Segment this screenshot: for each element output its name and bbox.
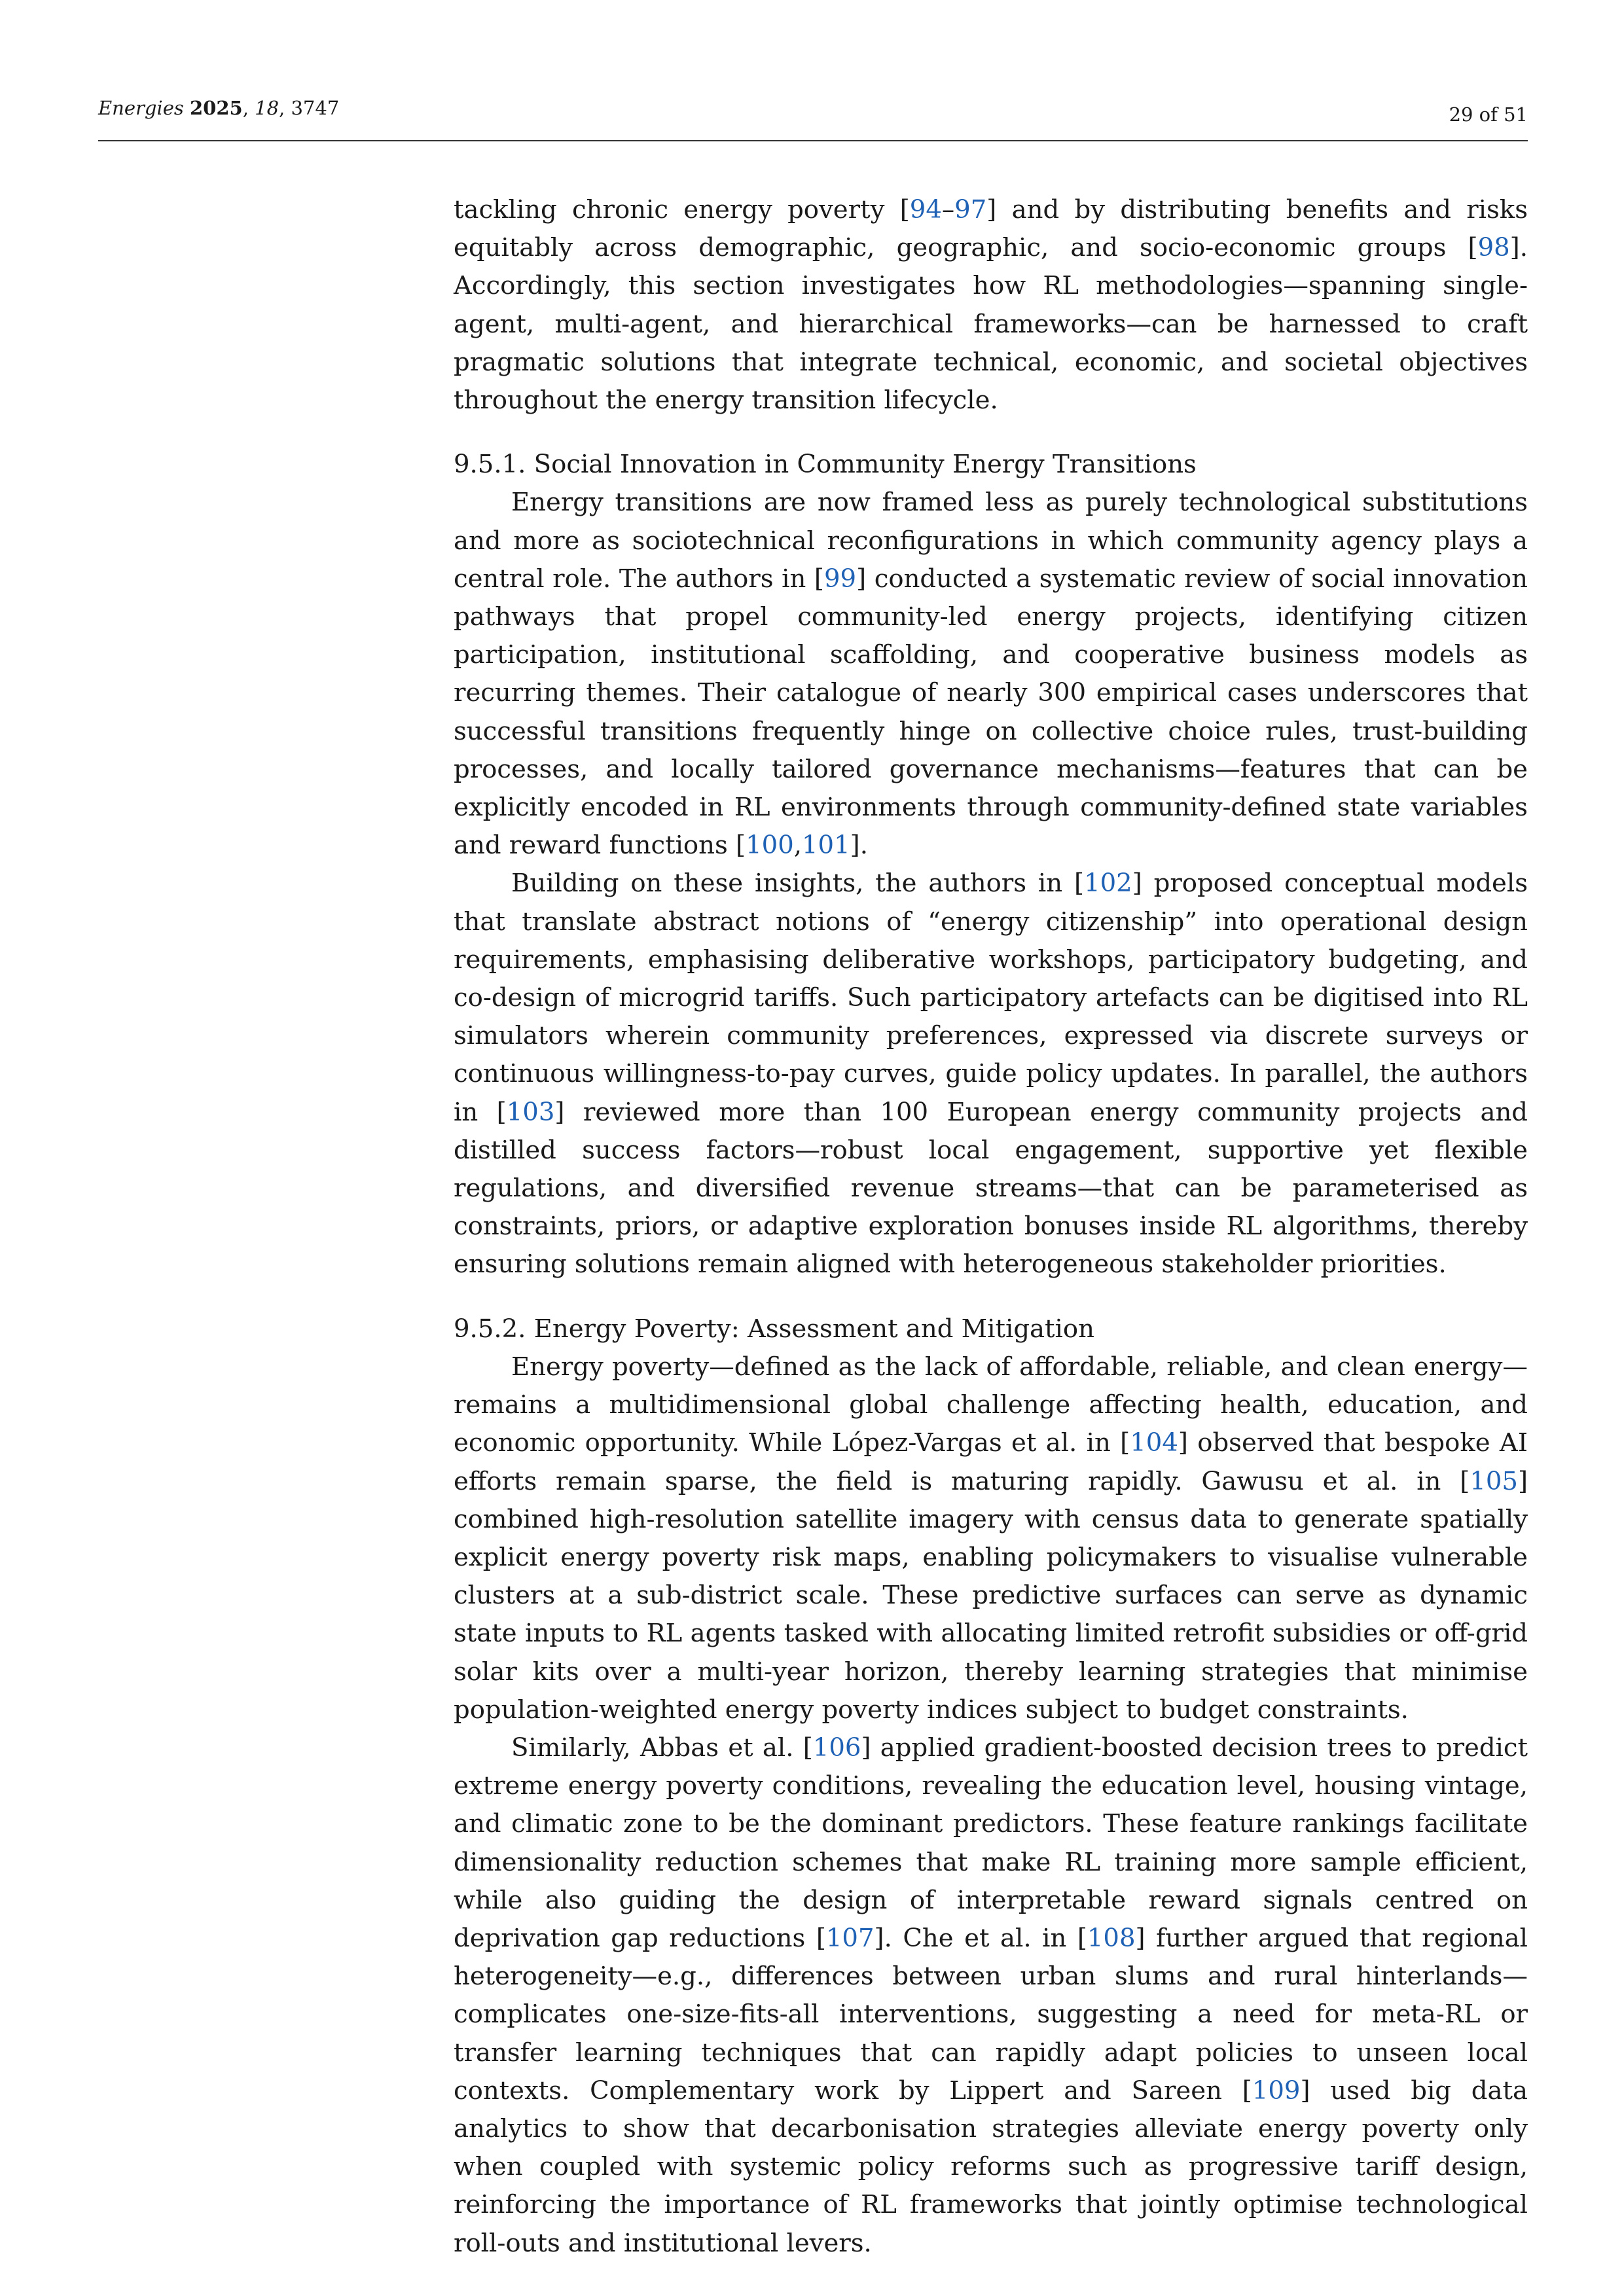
paragraph-text: Similarly, Abbas et al. [ (511, 1732, 813, 1763)
body-paragraph (454, 1348, 1528, 1729)
paragraph-text: Energy poverty—defined as the lack of affordable, reliable, and clean energy—remains a multidimensional global challenge affecting health, education, and economic opportunity. While López-Vargas et al. in [ (454, 1352, 1528, 1458)
paragraph-text: Building on these insights, the authors in [ (511, 869, 1085, 899)
paragraph-text: ] conducted a systematic review of social innovation pathways that propel community-led energy projects, identifying citizen participation, institutional scaffolding, and cooperative business models as recurring themes. Their catalogue of nearly 300 empirical cases underscores that successful transitions frequently hinge on collective choice rules, trust-building processes, and locally tailored governance mechanisms—features that can be explicitly encoded in RL environments through community-defined state variables and reward functions [ (454, 564, 1528, 861)
citation-link[interactable]: 103 (506, 1097, 555, 1127)
citation-link[interactable]: 105 (1470, 1466, 1518, 1496)
citation-link[interactable]: 108 (1087, 1923, 1136, 1953)
citation-link[interactable]: 102 (1084, 869, 1132, 899)
body-paragraph (454, 191, 1528, 420)
citation-link[interactable]: 104 (1130, 1428, 1178, 1458)
paragraph-text: ]. Che et al. in [ (874, 1923, 1087, 1953)
subsection-heading: 9.5.2. Energy Poverty: Assessment and Mitigation (454, 1314, 1094, 1344)
paragraph-text: , (793, 831, 803, 861)
paragraph-text: tackling chronic energy poverty [ (454, 195, 910, 224)
citation-link[interactable]: 97 (954, 195, 987, 224)
page-header (98, 92, 1528, 141)
citation-link[interactable]: 100 (746, 831, 794, 861)
paragraph-text: ]. Accordingly, this section investigates how RL methodologies—spanning single-agent, multi-agent, and hierarchical frameworks—can be harnessed to craft pragmatic solutions that integrate technical, economic, and societal objectives throughout the energy transition lifecycle. (454, 233, 1528, 416)
paragraph-text: ] observed that bespoke AI efforts remain sparse, the field is maturing rapidly. Gawusu et al. in [ (454, 1428, 1528, 1496)
paragraph-text: ] combined high-resolution satellite imagery with census data to generate spatially explicit energy poverty risk maps, enabling policymakers to visualise vulnerable clusters at a sub-district scale. These predictive surfaces can serve as dynamic state inputs to RL agents tasked with allocating limited retrofit subsidies or off-grid solar kits over a multi-year horizon, thereby learning strategies that minimise population-weighted energy poverty indices subject to budget constraints. (454, 1466, 1528, 1725)
paragraph-text: ] further argued that regional heterogeneity—e.g., differences between urban slums and rural hinterlands—complicates one-size-fits-all interventions, suggesting a need for meta-RL or transfer learning techniques that can rapidly adapt policies to unseen local contexts. Complementary work by Lippert and Sareen [ (454, 1923, 1528, 2106)
body-paragraph (454, 484, 1528, 865)
paragraph-text: ]. (850, 831, 868, 861)
journal-volume: 18 (255, 97, 280, 119)
body-paragraph (454, 865, 1528, 1283)
paragraph-text: ] applied gradient-boosted decision trees to predict extreme energy poverty conditions, revealing the education level, housing vintage, and climatic zone to be the dominant predictors. These feature rankings facilitate dimensionality reduction schemes that make RL training more sample efficient, while also guiding the design of interpretable reward signals centred on deprivation gap reductions [ (454, 1732, 1528, 1953)
paragraph-text: ] proposed conceptual models that translate abstract notions of “energy citizenship” into operational design requirements, emphasising deliberative workshops, participatory budgeting, and co-design of microgrid tariffs. Such participatory artefacts can be digitised into RL simulators wherein community preferences, expressed via discrete surveys or continuous willingness-to-pay curves, guide policy updates. In parallel, the authors in [ (454, 869, 1528, 1127)
citation-link[interactable]: 107 (825, 1923, 875, 1953)
paragraph-text: ] used big data analytics to show that decarbonisation strategies alleviate energy poverty only when coupled with systemic policy reforms such as progressive tariff design, reinforcing the importance of RL frameworks that jointly optimise technological roll-outs and institutional levers. (454, 2075, 1528, 2258)
journal-name: Energies (98, 97, 184, 119)
page-number: 29 of 51 (1449, 103, 1528, 126)
paragraph-text: Energy transitions are now framed less as purely technological substitutions and more as sociotechnical reconfigurations in which community agency plays a central role. The authors in [ (454, 488, 1528, 594)
journal-year: 2025 (189, 97, 243, 119)
subsection-heading: 9.5.1. Social Innovation in Community Energy Transitions (454, 450, 1197, 480)
body-paragraph (454, 1729, 1528, 2263)
citation-link[interactable]: 106 (812, 1732, 861, 1763)
journal-article-number: , 3747 (279, 97, 340, 119)
paragraph-text: ] and by distributing benefits and risks equitably across demographic, geographic, and socio-economic groups [ (454, 195, 1528, 263)
citation-link[interactable]: 101 (802, 831, 850, 861)
citation-link[interactable]: 98 (1477, 233, 1510, 263)
citation-link[interactable]: 99 (824, 564, 857, 594)
citation-link[interactable]: 94 (909, 195, 942, 224)
article-body (454, 191, 1528, 2263)
citation-link[interactable]: 109 (1252, 2075, 1301, 2106)
journal-reference: Energies 2025, 18, 3747 (98, 97, 340, 119)
paragraph-text: – (941, 195, 955, 224)
paragraph-text: ] reviewed more than 100 European energy community projects and distilled success factors—robust local engagement, supportive yet flexible regulations, and diversified revenue streams—that can be parameterised as constraints, priors, or adaptive exploration bonuses inside RL algorithms, thereby ensuring solutions remain aligned with heterogeneous stakeholder priorities. (454, 1097, 1528, 1280)
